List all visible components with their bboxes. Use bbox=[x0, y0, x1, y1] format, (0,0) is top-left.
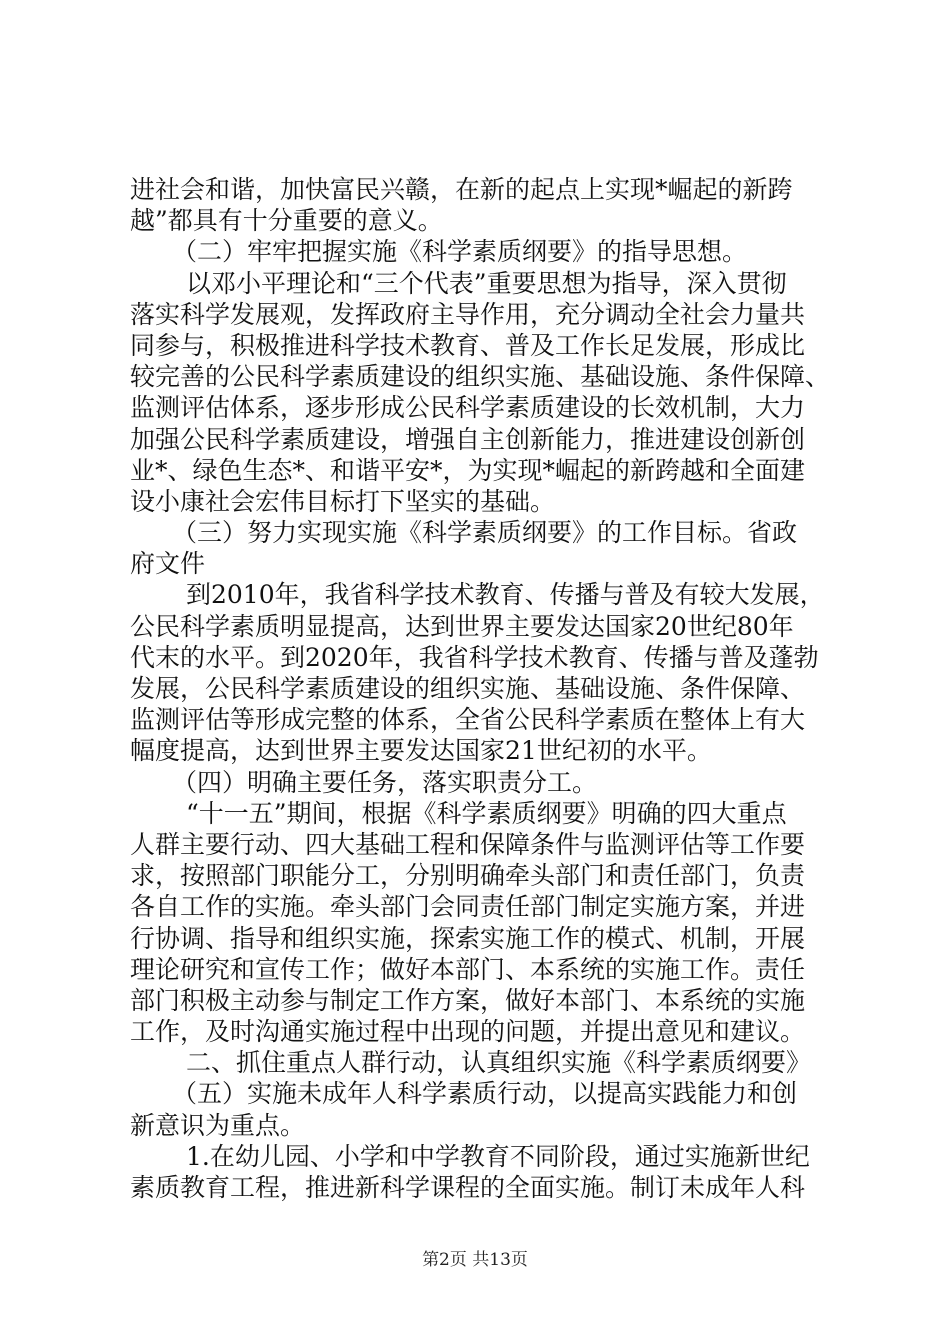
text-line: 监测评估体系，逐步形成公民科学素质建设的长效机制，大力 bbox=[130, 393, 806, 423]
text-line: “十一五”期间，根据《科学素质纲要》明确的四大重点 bbox=[186, 798, 787, 828]
text-line: 府文件 bbox=[130, 549, 206, 579]
text-line: 1.在幼儿园、小学和中学教育不同阶段，通过实施新世纪 bbox=[186, 1141, 810, 1171]
text-line: 素质教育工程，推进新科学课程的全面实施。制订未成年人科 bbox=[130, 1173, 806, 1202]
text-line: 幅度提高，达到世界主要发达国家21世纪初的水平。 bbox=[130, 736, 712, 766]
text-line: 代末的水平。到2020年，我省科学技术教育、传播与普及蓬勃 bbox=[130, 642, 819, 672]
text-line: 业*、绿色生态*、和谐平安*，为实现*崛起的新跨越和全面建 bbox=[130, 455, 806, 485]
section-heading: （三）努力实现实施《科学素质纲要》的工作目标。省政 bbox=[172, 518, 798, 548]
text-line: 新意识为重点。 bbox=[130, 1110, 306, 1140]
text-line: 越”都具有十分重要的意义。 bbox=[130, 206, 443, 236]
text-line: 发展，公民科学素质建设的组织实施、基础设施、条件保障、 bbox=[130, 674, 806, 703]
text-line: 求，按照部门职能分工，分别明确牵头部门和责任部门，负责 bbox=[130, 861, 806, 891]
text-line: 理论研究和宣传工作；做好本部门、本系统的实施工作。责任 bbox=[130, 954, 806, 984]
text-line: 各自工作的实施。牵头部门会同责任部门制定实施方案，并进 bbox=[130, 892, 806, 922]
section-heading: （四）明确主要任务，落实职责分工。 bbox=[172, 767, 598, 797]
text-line: 设小康社会宏伟目标打下坚实的基础。 bbox=[130, 486, 556, 516]
text-line: 进社会和谐，加快富民兴赣，在新的起点上实现*崛起的新跨 bbox=[130, 175, 793, 204]
text-line: 行协调、指导和组织实施，探索实施工作的模式、机制，开展 bbox=[130, 923, 806, 953]
text-line: 加强公民科学素质建设，增强自主创新能力，推进建设创新创 bbox=[130, 424, 806, 454]
text-line: 监测评估等形成完整的体系，全省公民科学素质在整体上有大 bbox=[130, 705, 806, 735]
text-line: 工作，及时沟通实施过程中出现的问题，并提出意见和建议。 bbox=[130, 1017, 806, 1047]
text-line: 人群主要行动、四大基础工程和保障条件与监测评估等工作要 bbox=[130, 829, 806, 859]
page-number-footer: 第2页 共13页 bbox=[422, 1250, 528, 1270]
chapter-heading: 二、抓住重点人群行动，认真组织实施《科学素质纲要》 bbox=[186, 1048, 812, 1078]
text-line: 较完善的公民科学素质建设的组织实施、基础设施、条件保障、 bbox=[130, 362, 831, 392]
text-line: 到2010年，我省科学技术教育、传播与普及有较大发展， bbox=[186, 580, 825, 610]
text-line: 公民科学素质明显提高，达到世界主要发达国家20世纪80年 bbox=[130, 611, 794, 641]
text-line: 同参与，积极推进科学技术教育、普及工作长足发展，形成比 bbox=[130, 330, 806, 360]
text-line: 部门积极主动参与制定工作方案，做好本部门、本系统的实施 bbox=[130, 985, 806, 1015]
section-heading: （二）牢牢把握实施《科学素质纲要》的指导思想。 bbox=[172, 237, 748, 267]
section-heading: （五）实施未成年人科学素质行动，以提高实践能力和创 bbox=[172, 1079, 798, 1109]
text-line: 以邓小平理论和“三个代表”重要思想为指导，深入贯彻 bbox=[186, 268, 787, 298]
document-body bbox=[130, 174, 830, 1203]
text-line: 落实科学发展观，发挥政府主导作用，充分调动全社会力量共 bbox=[130, 299, 806, 329]
